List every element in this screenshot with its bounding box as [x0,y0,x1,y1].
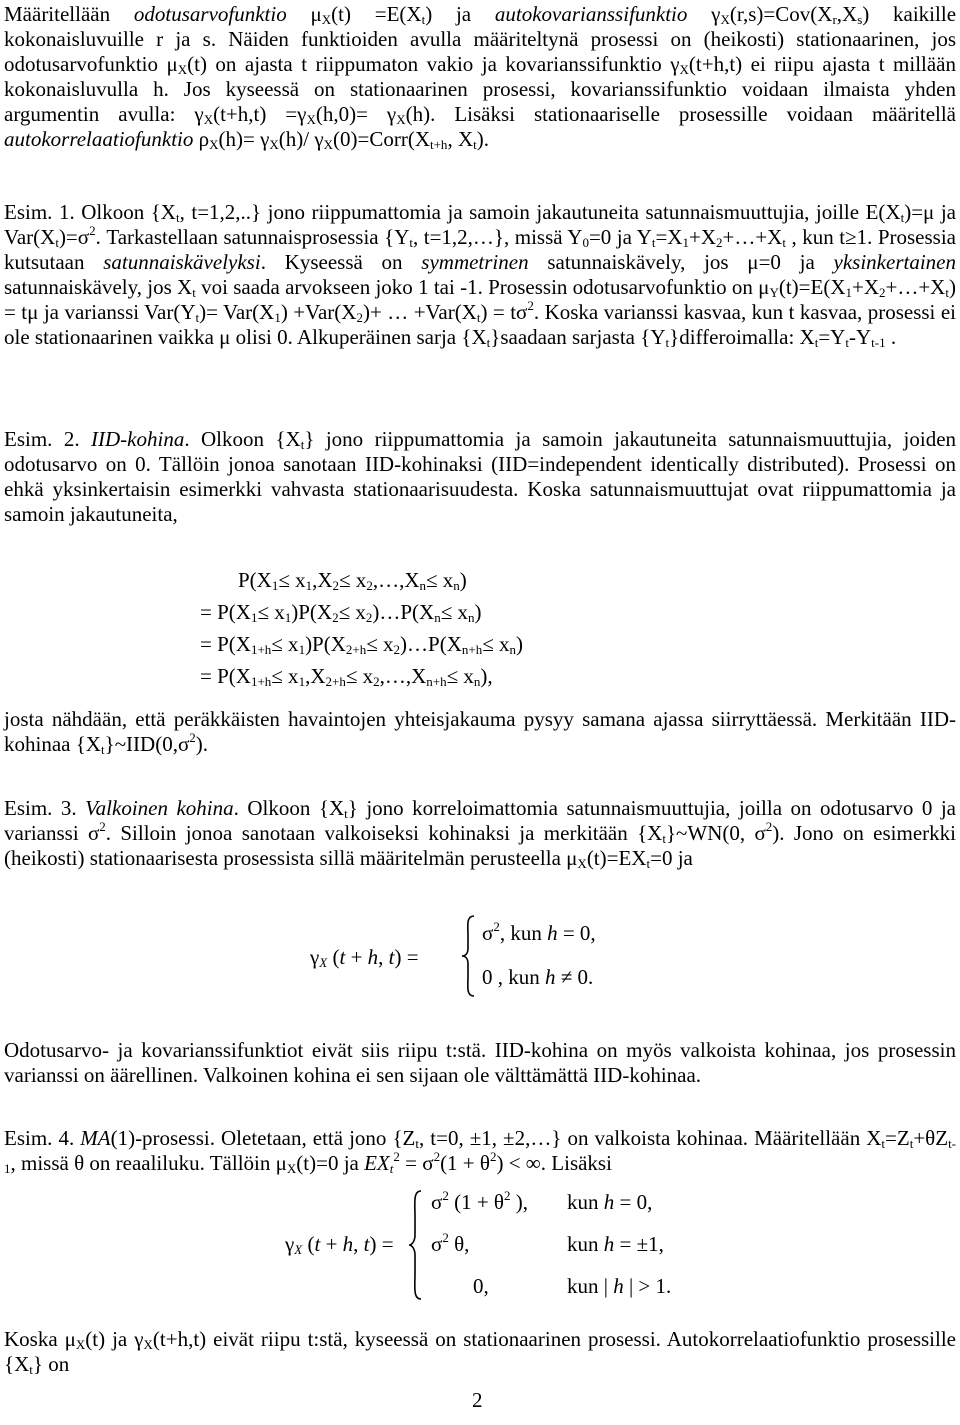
paragraph-example-2: Esim. 2. IID-kohina. Olkoon $\{X_t\}$ jono riippumattomia ja samoin jakautuneita satunnaismuuttujia, joiden odotusarvo on 0. Tällöin jonoa sanotaan IID-kohinaksi (IID=independent identically distributed). Prosessi on ehkä yksinkertaisin esimerkki vahvasta stationaarisuudesta. Koska satunnaismuuttujat ovat riippumattomia ja samoin jakautuneita, [4,427,957,526]
eq-iid-line-3: = $P(X_{1+h}\le x_1)P(X_{2+h}\le$ $x_2)\dots P(X_{n+h}\le x_n)$ [200,632,523,657]
eq-ma-case-2-condition: kun h = ±1, [567,1232,664,1256]
left-brace-icon [460,914,478,998]
paragraph-final: Koska $\mu_X(t)$ ja $\gamma_X(t+h,t)$ eivät riipu t:stä, kyseessä on stationaarinen prosessi. Autokorrelaatiofunktio prosessille $\{X_t\}$ on [4,1327,956,1377]
eq-iid-line-2: = $P(X_1\le x_1)P(X_2\le$ $x_2)\dots P(X_n\le x_n)$ [200,600,482,625]
equation-white-noise-covariance [310,912,670,1002]
paragraph-definitions: Määritellään odotusarvofunktio $\mu_X(t) =E(X_t)$ ja autokovarianssifunktio $\gamma_X(r,s)=Cov(X_r,X_s)$ kaikille kokonaisluvuille r ja s. Näiden funktioiden avulla määriteltynä prosessi on (heikosti) stationaarinen, jos odotusarvofunktio $\mu_X(t)$ on ajasta t riippumaton vakio ja kovarianssifunktio $\gamma_X(t+h,t)$ ei riipu ajasta t millään kokonaisluvulla h. Jos kyseessä on stationaarinen prosessi, kovarianssifunktio voidaan ilmaista yhden argumentin avulla: $\gamma_X(t+h,t) =\gamma_X(h,0)= \gamma_X(h)$. Lisäksi stationaariselle prosessille voidaan määritellä autokorrelaatiofunktio $\rho_X(h)= \gamma_X(h)/$ $\gamma_X(0)=Corr(X_{t+h}$, $X_t$). [4,2,957,152]
left-brace-icon [407,1189,425,1301]
paragraph-iid-conclusion: josta nähdään, että peräkkäisten havaintojen yhteisjakauma pysyy samana ajassa siirryttäessä. Merkitään IID-kohinaa $\{X_t\}\sim IID(0,\sigma^2)$. [4,707,956,757]
eq-wn-case-2: 0 , kun h ≠ 0. [482,965,594,989]
page-number: 2 [472,1388,483,1412]
eq-iid-line-4: = $P(X_{1+h}\le x_1,X_{2+h}\le$ $x_2,\dots,X_{n+h}\le x_n$), [200,664,493,689]
eq-ma-lhs: $\gamma_X$ (t + h, t) = [285,1232,394,1257]
paragraph-after-white-noise: Odotusarvo- ja kovarianssifunktiot eivät siis riipu t:stä. IID-kohina on myös valkoista kohinaa, jos prosessin varianssi on äärellinen. Valkoinen kohina ei sen sijaan ole välttämättä IID-kohinaa. [4,1038,956,1087]
equation-ma1-covariance [285,1185,705,1305]
eq-iid-line-1: $P(X_1\le x_1,X_2\le$ $x_2,\dots,X_n\le x_n$) [238,568,467,593]
eq-ma-case-1-condition: kun h = 0, [567,1190,653,1214]
paragraph-example-3: Esim. 3. Valkoinen kohina. Olkoon $\{X_t\}$ jono korreloimattomia satunnaismuuttujia, joilla on odotusarvo 0 ja varianssi $\sigma^2$. Silloin jonoa sanotaan valkoiseksi kohinaksi ja merkitään $\{X_t\}\sim WN(0$, $\sigma^2$). Jono on esimerkki (heikosti) stationaarisesta prosessista sillä määritelmän perusteella $\mu_X(t)=EX_t=0$ ja [4,796,956,871]
eq-ma-case-3-condition: kun | h | > 1. [567,1274,672,1298]
paragraph-example-4: Esim. 4. MA(1)-prosessi. Oletetaan, että jono {$Z_t$, t=0, ±1, ±2,…} on valkoista kohinaa. Määritellään $X_t=Z_t+\theta Z_{t-1}$, missä θ on reaaliluku. Tällöin $\mu_X(t)=0$ ja $EX_t^2 = \sigma^2(1 + \theta^2)$ < ∞. Lisäksi [4,1126,957,1176]
eq-ma-case-1-value: $\sigma^2$ ($1 + \theta^2$ ), [431,1188,528,1214]
eq-ma-case-2-value: $\sigma^2$ θ, [431,1230,470,1256]
paragraph-example-1: Esim. 1. Olkoon {$X_t$, t=1,2,..} jono riippumattomia ja samoin jakautuneita satunnaismuuttujia, joille $E(X_t)=\mu$ ja $Var(X_t)=\sigma^2$. Tarkastellaan satunnaisprosessia {$Y_t$, t=1,2,…}, missä $Y_0=0$ ja $Y_t=X_1+X_2+\dots+X_t$ , kun t≥1. Prosessia kutsutaan satunnaiskävelyksi. Kyseessä on symmetrinen satunnaiskävely, jos μ=0 ja yksinkertainen satunnaiskävely, jos $X_t$ voi saada arvokseen joko 1 tai -1. Prosessin odotusarvofunktio on $\mu_Y(t)=E(X_1+X_2+\dots+X_t) = t\mu$ ja varianssi $Var(Y_t)= Var(X_1) +Var(X_2)+$ … $+Var(X_t) = t\sigma^2$. Koska varianssi kasvaa, kun t kasvaa, prosessi ei ole stationaarinen vaikka μ olisi 0. Alkuperäinen sarja $\{X_t\}saadaan$ sarjasta $\{Y_t\}differoimalla$: $X_t=Y_t-Y_{t-1}$ . [4,200,956,350]
eq-ma-case-3-value: 0, [473,1274,489,1298]
eq-wn-lhs: $\gamma_X$ (t + h, t) = [310,945,419,970]
eq-wn-case-1: $\sigma^2$, kun h = 0, [482,919,596,945]
